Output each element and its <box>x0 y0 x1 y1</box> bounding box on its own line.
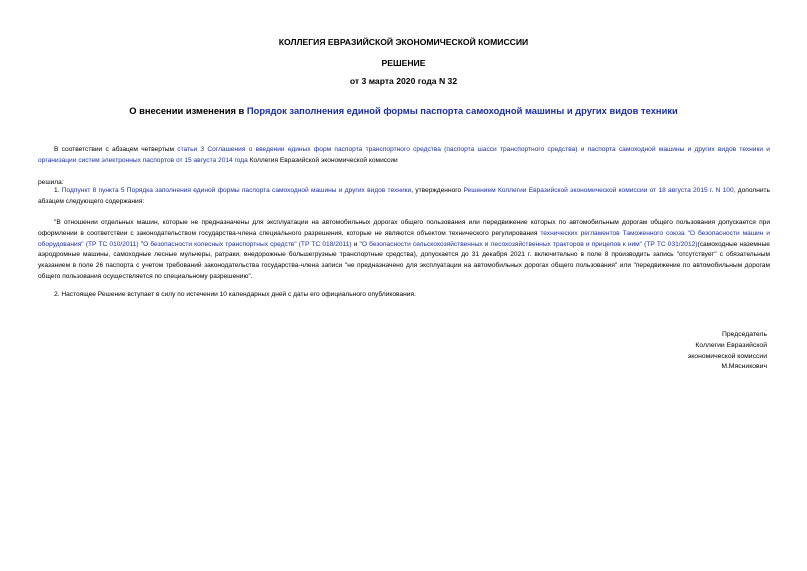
signature-line-1: Председатель <box>722 331 767 338</box>
regulation-031-link[interactable]: О безопасности сельскохозяйственных и лесохозяйственных тракторов и прицепов к ним" (ТР ТС 031/2012) <box>361 240 698 248</box>
quoted-text-c: и " <box>351 240 362 248</box>
resolved-label: решила: <box>38 179 64 186</box>
signature-block <box>567 330 767 373</box>
doc-type: РЕШЕНИЕ <box>381 58 426 68</box>
item-1-text-b: , дополнить абзацем следующего содержания: <box>38 187 770 205</box>
item-1-text-a: , утвержденного <box>411 187 464 194</box>
preamble-text-a: В соответствии с абзацем четвертым <box>54 146 178 153</box>
quoted-text-a: "В отношении отдельных машин, которые не предназначены для эксплуатации на автомобильных дорогах общего пользования или передвижение которых по автомобильным дорогам общего пользования допускается при оформлении в соответствии с законодательством государства-члена специального разрешения, которые не являются объектом технического регулирования <box>38 219 770 237</box>
signature-line-3: экономической комиссии <box>687 352 767 360</box>
signature-name: М.Мясникович <box>721 363 767 371</box>
regulation-018-link[interactable]: О безопасности колесных транспортных средств" (ТР ТС 018/2011) <box>143 240 352 248</box>
item-1-number: 1. <box>54 187 62 194</box>
doc-title <box>0 105 807 116</box>
preamble-text-b: Коллегия Евразийской экономической комиссии <box>247 156 398 164</box>
agreement-link[interactable]: статьи 3 Соглашения о введении единых форм паспорта транспортного средства (паспорта шасси транспортного средства) и паспорта самоходной машины и других видов техники и организации систем электронных паспортов от 15 августа 2014 года <box>38 146 770 164</box>
quoted-text-b: " <box>138 240 144 248</box>
paragraph-item-1 <box>38 186 770 208</box>
title-link[interactable]: Порядок заполнения единой формы паспорта самоходной машины и других видов техники <box>246 105 678 116</box>
regulation-010-link[interactable]: технических регламентов Таможенного союза "О безопасности машин и оборудования" (ТР ТС 010/2011) <box>38 229 770 248</box>
org-name: КОЛЛЕГИЯ ЕВРАЗИЙСКОЙ ЭКОНОМИЧЕСКОЙ КОМИССИИ <box>278 37 529 47</box>
paragraph-quoted <box>38 218 770 283</box>
subparagraph-link[interactable]: Подпункт 8 пункта 5 Порядка заполнения единой формы паспорта самоходной машины и других видов техники <box>61 187 412 194</box>
paragraph-preamble <box>38 145 770 167</box>
signature-line-2: Коллегии Евразийской <box>695 341 767 349</box>
quoted-text-d: (самоходные наземные аэродромные машины, самоходные лесные мульчеры, ратраки, внедорожные большегрузные транспортные средства), допускается до 31 декабря 2021 г. включительно в поле 8 производить запись "отсутствует" с обязательным указанием в поле 26 паспорта с учетом требований законодательства государства-члена записи "не предназначено для эксплуатации на автомобильных дорогах общего пользования" или "передвижение по автомобильным дорогам общего пользования осуществляется по специальному разрешению". <box>38 240 770 280</box>
title-prefix: О внесении изменения в <box>129 105 247 116</box>
decision-link[interactable]: Решением Коллегии Евразийской экономической комиссии от 18 августа 2015 г. N 100 <box>463 187 734 194</box>
date-number: от 3 марта 2020 года N 32 <box>349 76 458 86</box>
paragraph-item-2: 2. Настоящее Решение вступает в силу по истечении 10 календарных дней с даты его официального опубликования. <box>54 291 416 298</box>
